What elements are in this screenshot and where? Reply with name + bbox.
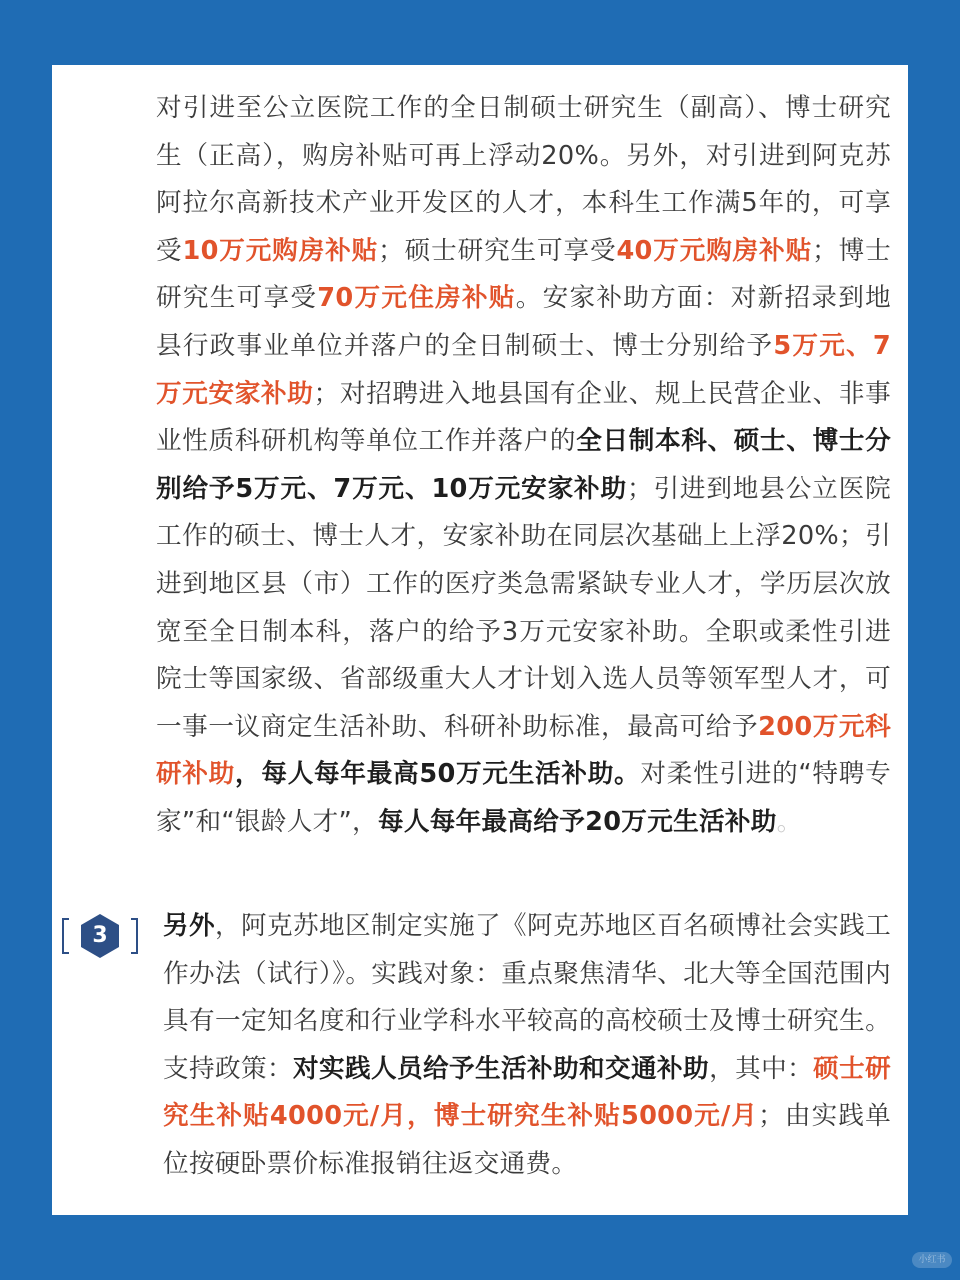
watermark: 小红书: [912, 1252, 952, 1268]
policy-paragraph-housing-settlement: 对引进至公立医院工作的全日制硕士研究生（副高）、博士研究生（正高），购房补贴可再上浮动20%。另外，对引进到阿克苏阿拉尔高新技术产业开发区的人才，本科生工作满5年的，可享受10万元购房补贴；硕士研究生可享受40万元购房补贴；博士研究生可享受70万元住房补贴。安家补助方面：对新招录到地县行政事业单位并落户的全日制硕士、博士分别给予5万元、7万元安家补助；对招聘进入地县国有企业、规上民营企业、非事业性质科研机构等单位工作并落户的全日制本科、硕士、博士分别给予5万元、7万元、10万元安家补助；引进到地县公立医院工作的硕士、博士人才，安家补助在同层次基础上上浮20%；引进到地区县（市）工作的医疗类急需紧缺专业人才，学历层次放宽至全日制本科，落户的给予3万元安家补助。全职或柔性引进院士等国家级、省部级重大人才计划入选人员等领军型人才，可一事一议商定生活补助、科研补助标准，最高可给予200万元科研补助，每人每年最高50万元生活补助。对柔性引进的“特聘专家”和“银龄人才”，每人每年最高给予20万元生活补助。: [156, 93, 891, 837]
section-number-badge: [60, 913, 140, 959]
bold-flexible-talent-subsidy: 每人每年最高给予20万元生活补助: [377, 806, 777, 837]
policy-paragraph-practice-program: 另外，阿克苏地区制定实施了《阿克苏地区百名硕博社会实践工作办法（试行）》。实践对象：重点聚焦清华、北大等全国范围内具有一定知名度和行业学科水平较高的高校硕士及博士研究生。支持政策：对实践人员给予生活补助和交通补助，其中：硕士研究生补贴4000元/月，博士研究生补贴5000元/月；由实践单位按硬卧票价标准报销往返交通费。: [163, 911, 891, 1179]
bold-practice-support: 对实践人员给予生活补助和交通补助: [293, 1053, 710, 1084]
content-card: [52, 65, 908, 1215]
highlight-doctor-housing: 70万元住房补贴: [317, 283, 516, 314]
highlight-research-subsidy: 200万元科研补助: [156, 711, 891, 790]
highlight-settlement-subsidy: 5万元、7万元安家补助: [156, 330, 891, 409]
bold-enterprise-subsidy: 全日制本科、硕士、博士分别给予5万元、7万元、10万元安家补助: [156, 426, 891, 504]
bold-living-subsidy: ，每人每年最高50万元生活补助。: [235, 759, 641, 790]
section-number: 3: [92, 923, 108, 948]
highlight-master-housing: 40万元购房补贴: [616, 235, 813, 266]
highlight-undergrad-housing: 10万元购房补贴: [182, 235, 379, 266]
highlight-monthly-subsidy: 硕士研究生补贴4000元/月，博士研究生补贴5000元/月: [163, 1053, 891, 1132]
